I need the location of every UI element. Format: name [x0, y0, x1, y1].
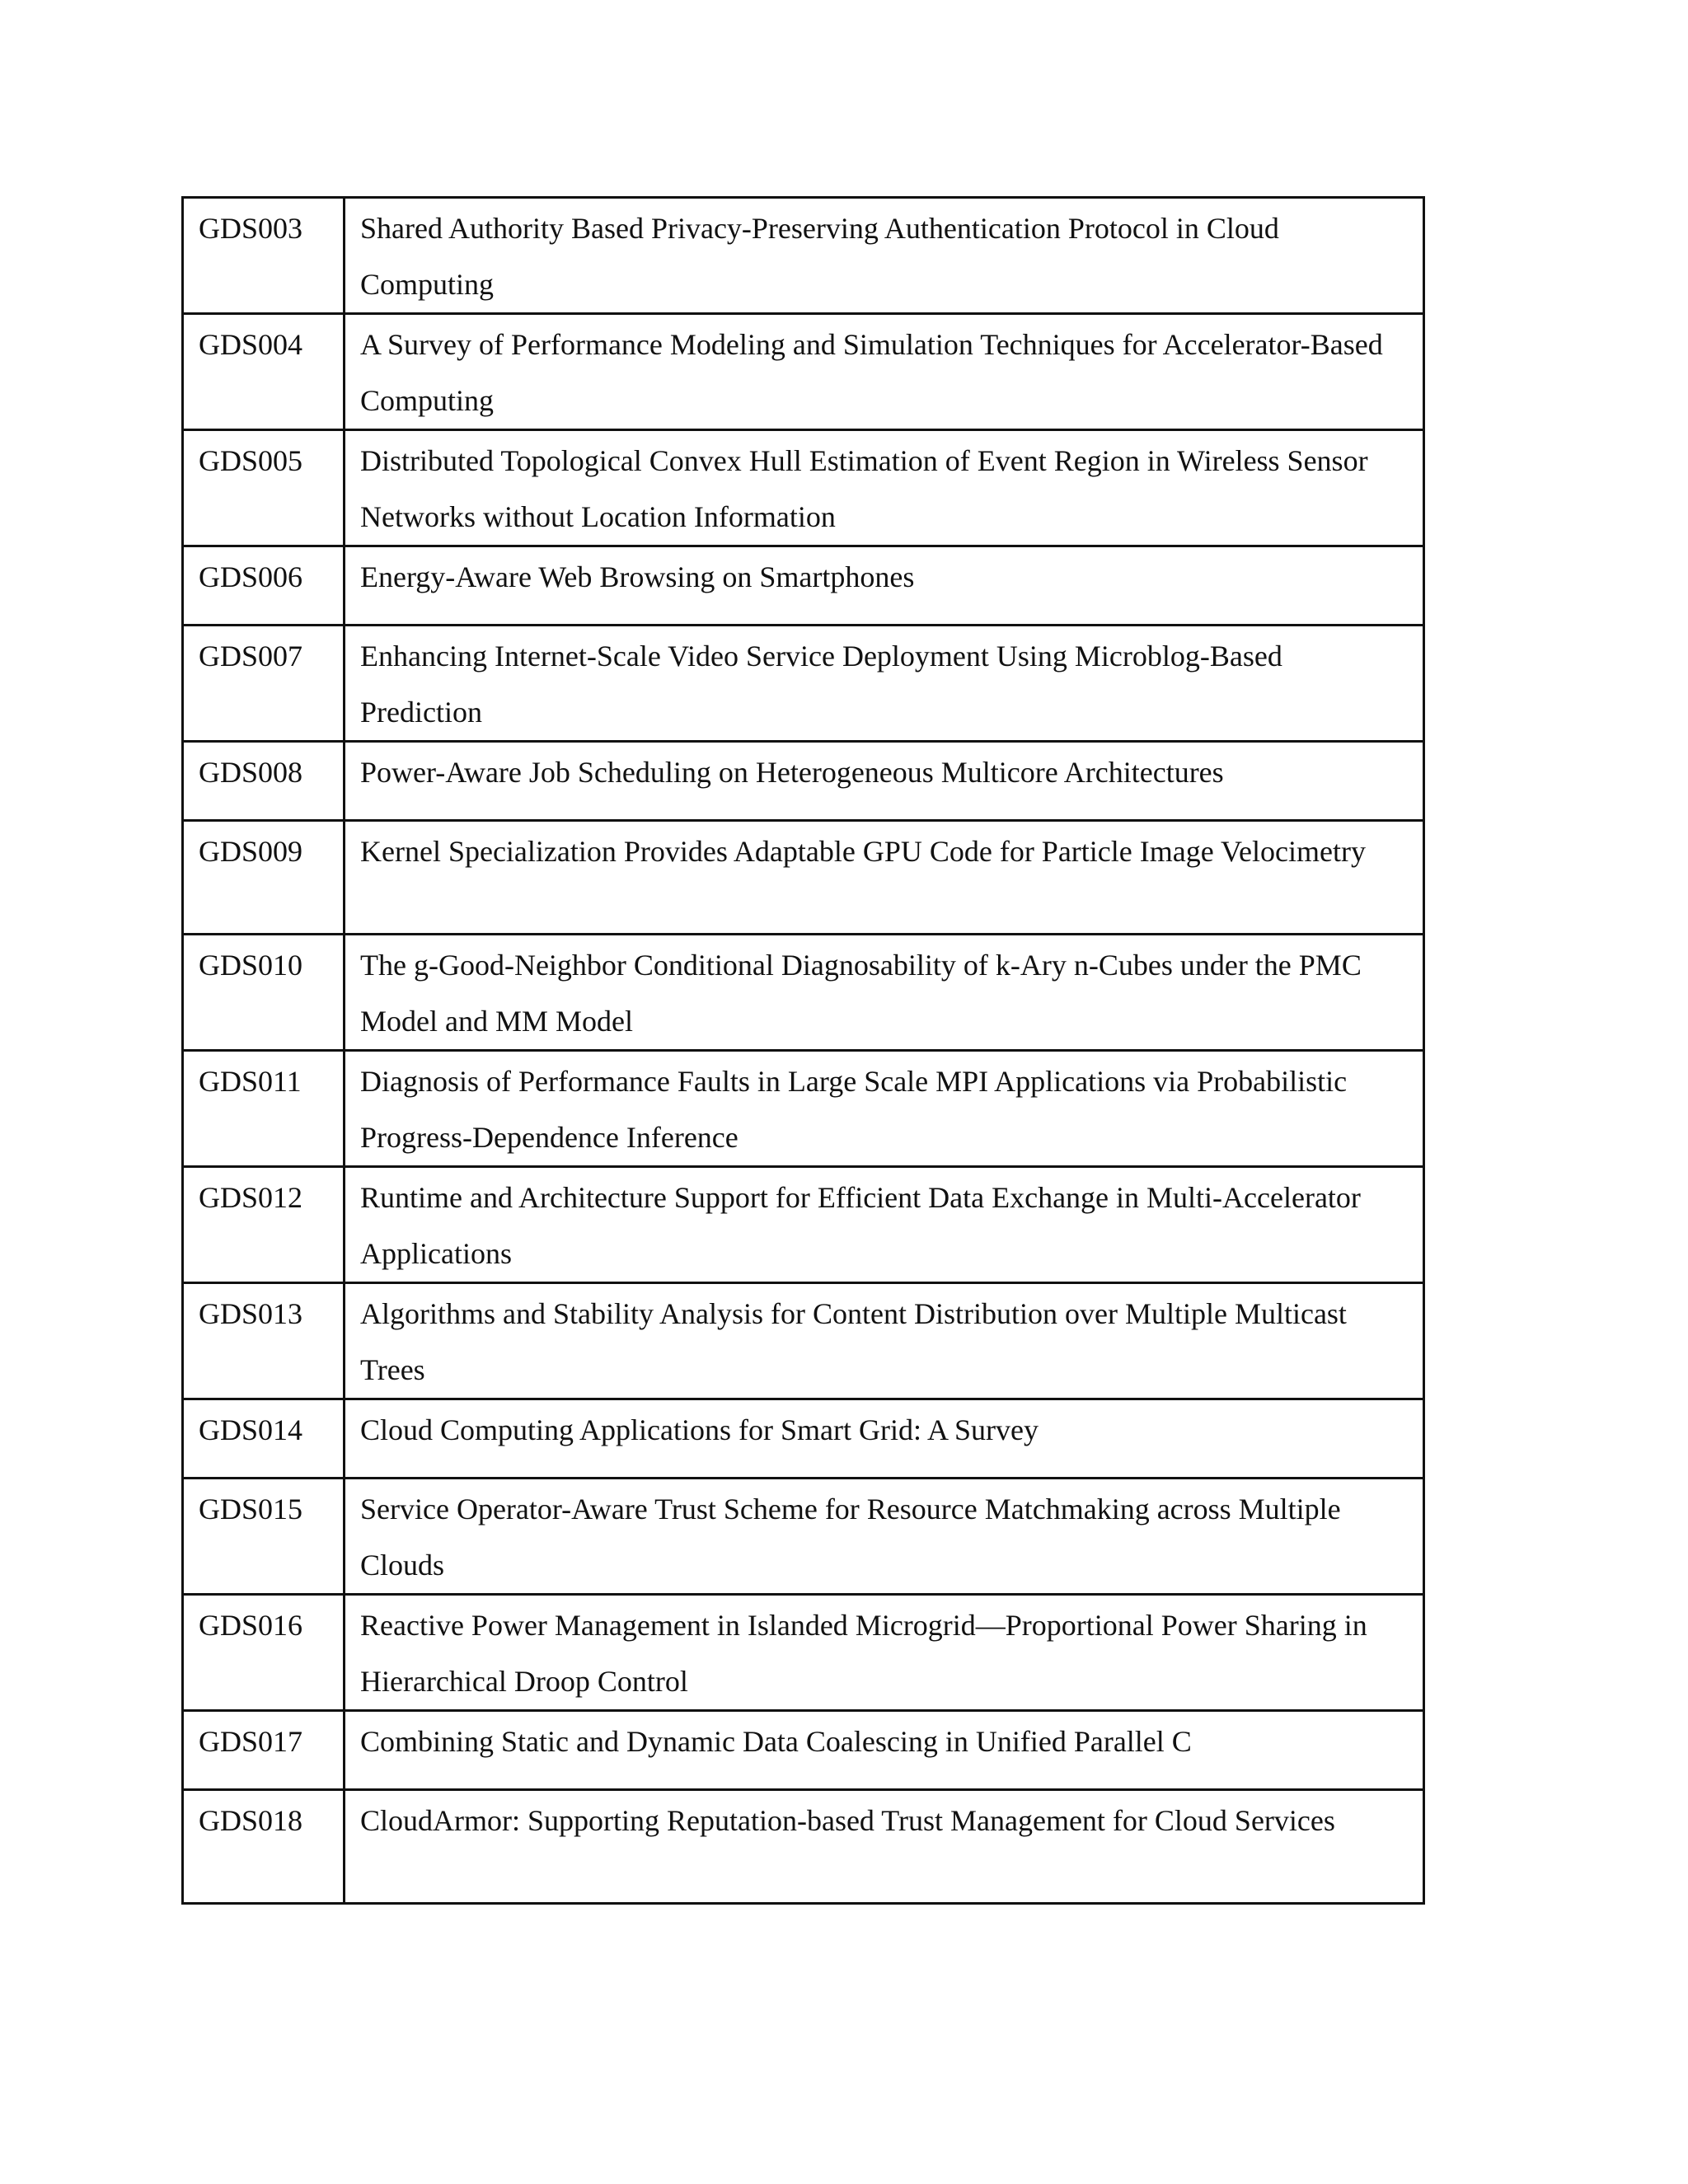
project-code: GDS004	[183, 314, 345, 430]
project-code: GDS017	[183, 1711, 345, 1790]
table-row	[183, 198, 1424, 314]
project-code: GDS009	[183, 821, 345, 935]
project-title: Kernel Specialization Provides Adaptable GPU Code for Particle Image Velocimetry	[345, 821, 1424, 935]
project-title: Combining Static and Dynamic Data Coalescing in Unified Parallel C	[345, 1711, 1424, 1790]
project-code: GDS008	[183, 742, 345, 821]
project-code: GDS015	[183, 1479, 345, 1595]
project-code: GDS013	[183, 1283, 345, 1399]
table-row	[183, 1167, 1424, 1283]
table-row	[183, 314, 1424, 430]
project-code: GDS011	[183, 1051, 345, 1167]
table-row	[183, 1595, 1424, 1711]
project-code: GDS012	[183, 1167, 345, 1283]
project-title: Diagnosis of Performance Faults in Large Scale MPI Applications via Probabilistic Progress-Dependence Inference	[345, 1051, 1424, 1167]
table-row	[183, 1479, 1424, 1595]
table-row	[183, 935, 1424, 1051]
project-code: GDS010	[183, 935, 345, 1051]
project-title: Energy-Aware Web Browsing on Smartphones	[345, 546, 1424, 626]
project-title: Cloud Computing Applications for Smart Grid: A Survey	[345, 1399, 1424, 1479]
project-code: GDS016	[183, 1595, 345, 1711]
project-title: Algorithms and Stability Analysis for Content Distribution over Multiple Multicast Trees	[345, 1283, 1424, 1399]
project-title: CloudArmor: Supporting Reputation-based Trust Management for Cloud Services	[345, 1790, 1424, 1904]
project-title: Runtime and Architecture Support for Efficient Data Exchange in Multi-Accelerator Applications	[345, 1167, 1424, 1283]
table-row	[183, 1399, 1424, 1479]
project-code: GDS007	[183, 626, 345, 742]
project-title: Service Operator-Aware Trust Scheme for Resource Matchmaking across Multiple Clouds	[345, 1479, 1424, 1595]
table-row	[183, 821, 1424, 935]
project-title: Shared Authority Based Privacy-Preserving Authentication Protocol in Cloud Computing	[345, 198, 1424, 314]
project-code: GDS005	[183, 430, 345, 546]
table-row	[183, 546, 1424, 626]
table-row	[183, 1283, 1424, 1399]
project-title: Power-Aware Job Scheduling on Heterogeneous Multicore Architectures	[345, 742, 1424, 821]
project-code: GDS014	[183, 1399, 345, 1479]
project-title: The g-Good-Neighbor Conditional Diagnosability of k-Ary n-Cubes under the PMC Model and MM Model	[345, 935, 1424, 1051]
project-code: GDS018	[183, 1790, 345, 1904]
table-row	[183, 430, 1424, 546]
table-row	[183, 1051, 1424, 1167]
table-row	[183, 626, 1424, 742]
project-code: GDS003	[183, 198, 345, 314]
project-title: A Survey of Performance Modeling and Simulation Techniques for Accelerator-Based Computing	[345, 314, 1424, 430]
project-code: GDS006	[183, 546, 345, 626]
table-row	[183, 742, 1424, 821]
table-row	[183, 1790, 1424, 1904]
project-list-table	[181, 196, 1425, 1905]
project-title: Enhancing Internet-Scale Video Service Deployment Using Microblog-Based Prediction	[345, 626, 1424, 742]
table-row	[183, 1711, 1424, 1790]
project-title: Reactive Power Management in Islanded Microgrid—Proportional Power Sharing in Hierarchical Droop Control	[345, 1595, 1424, 1711]
project-title: Distributed Topological Convex Hull Estimation of Event Region in Wireless Sensor Networks without Location Information	[345, 430, 1424, 546]
